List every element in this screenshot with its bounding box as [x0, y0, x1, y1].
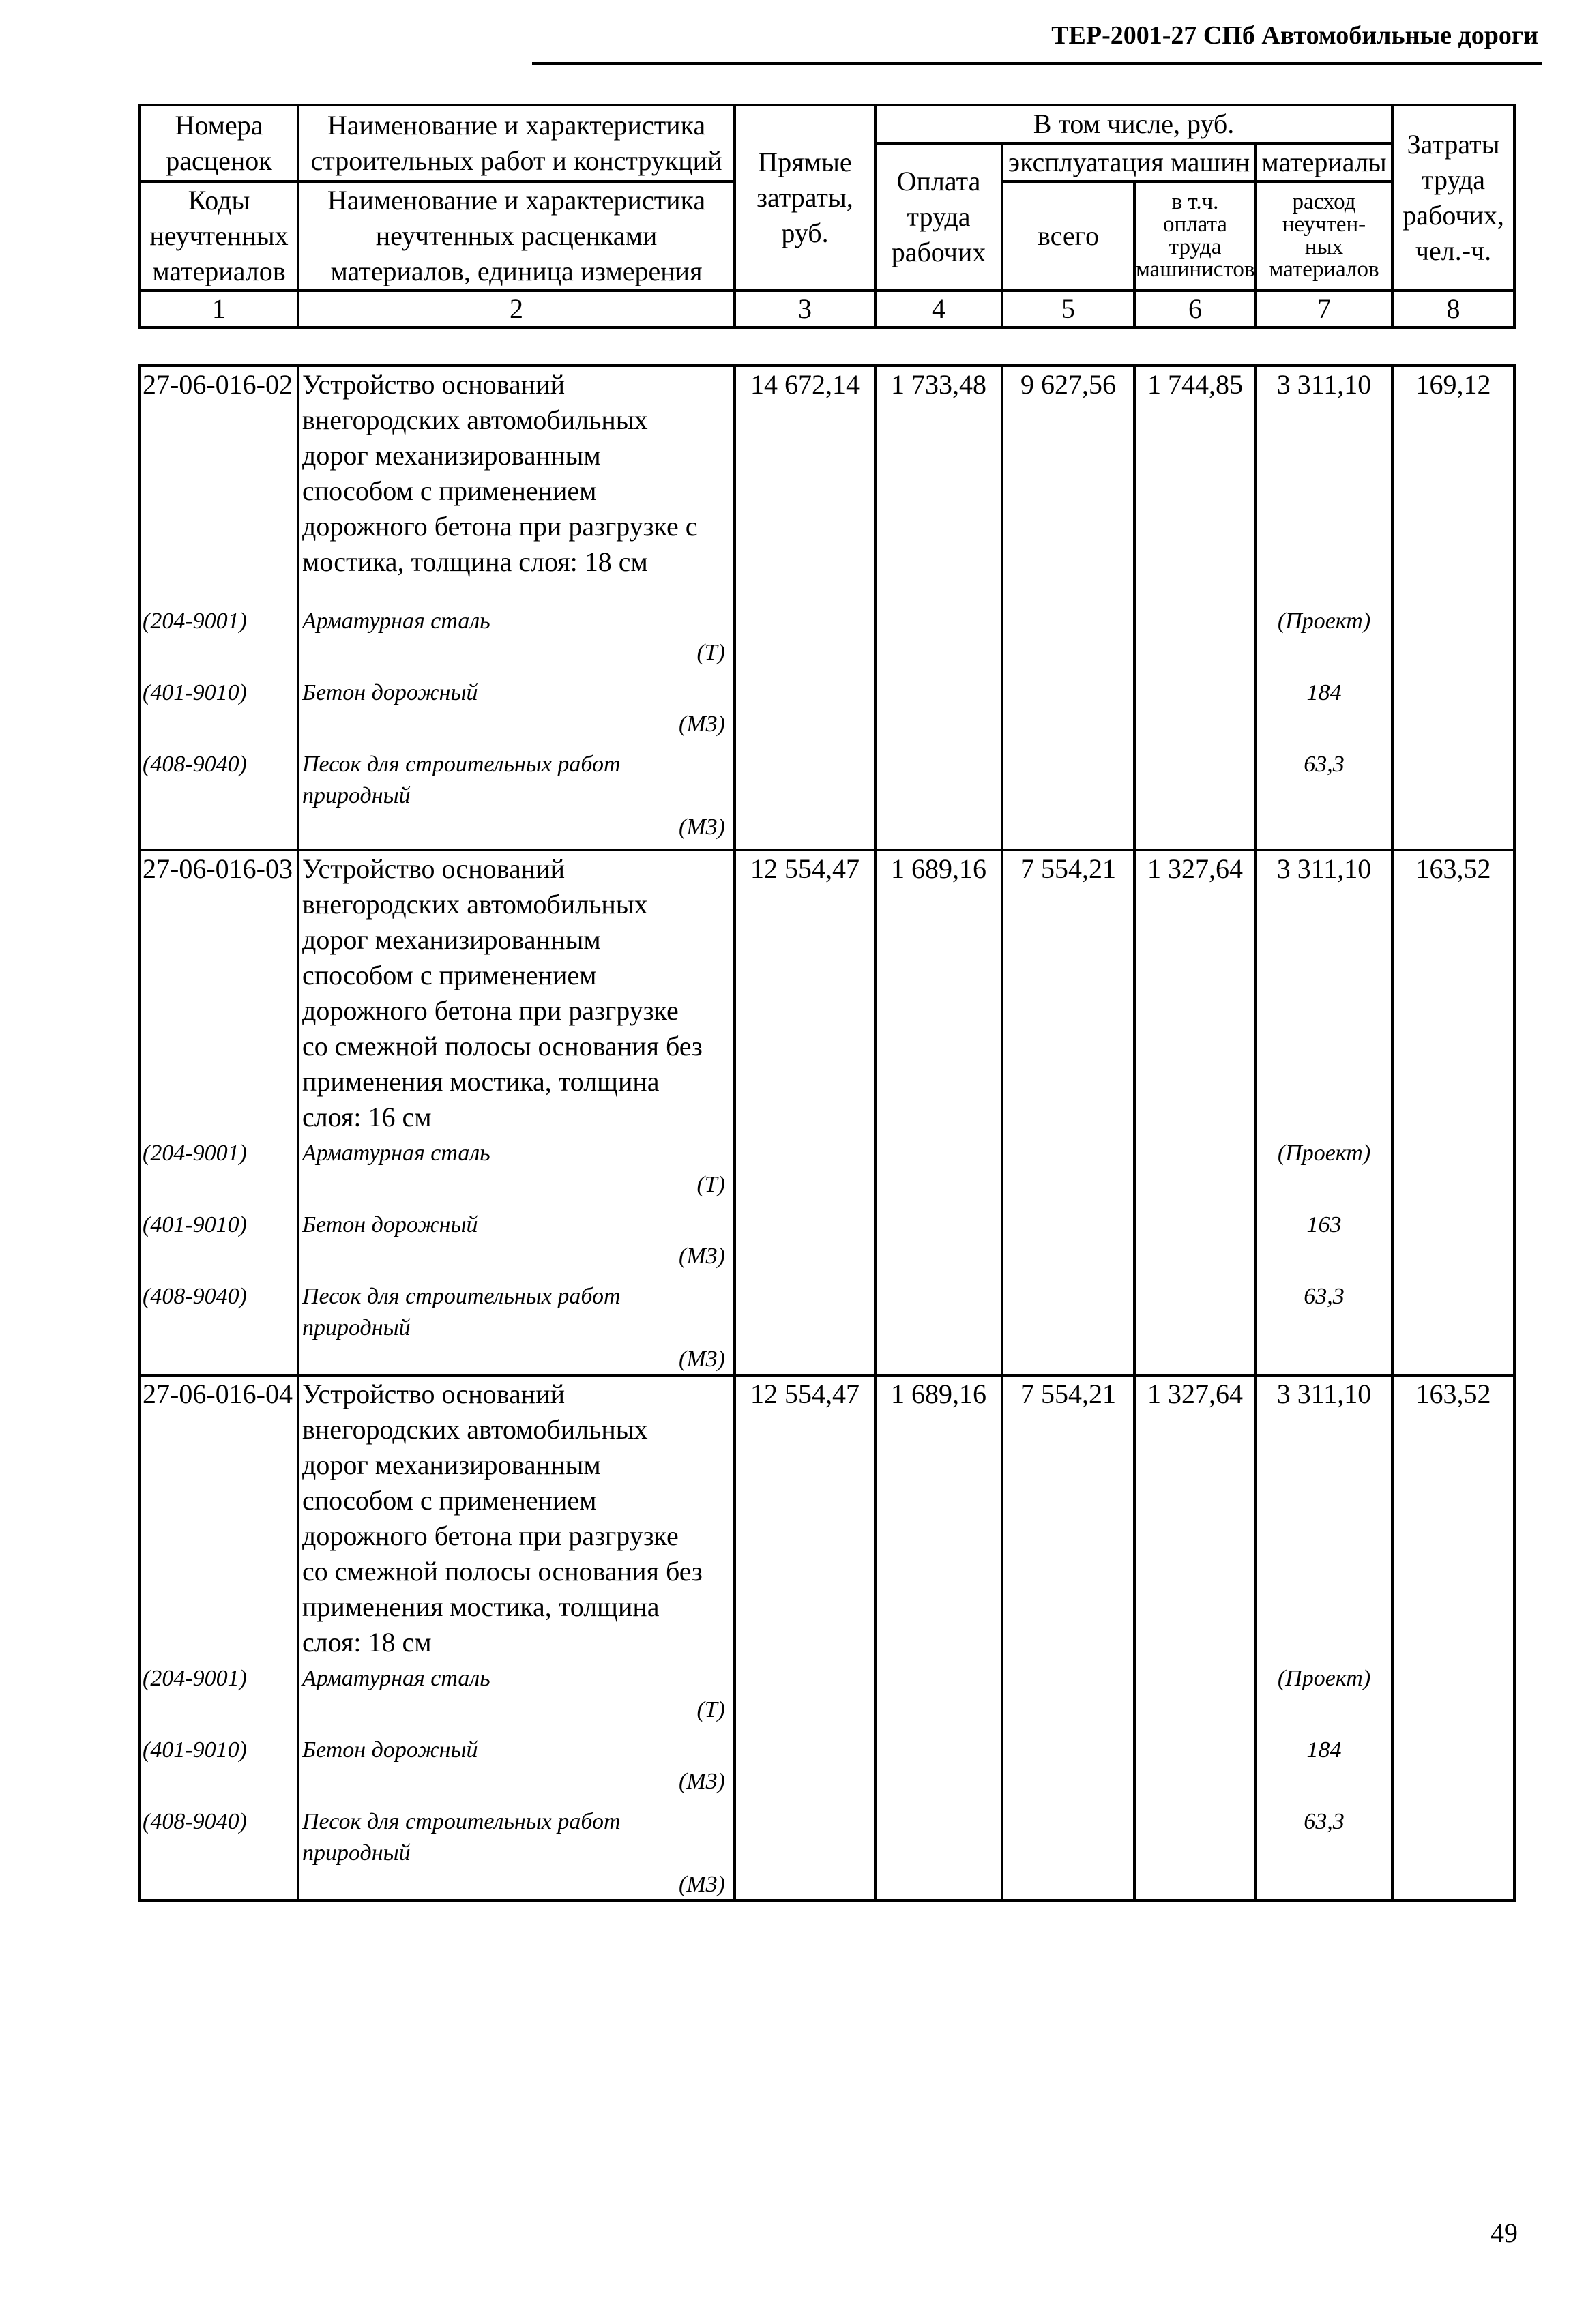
header-col1-top: Номера расценок — [140, 105, 298, 181]
work-name-line: со смежной полосы основания без — [302, 1556, 703, 1587]
work-name-line: дорог механизированным — [302, 1450, 601, 1480]
work-name-line: дорожного бетона при разгрузке — [302, 1520, 679, 1551]
work-name-line: дорог механизированным — [302, 924, 601, 955]
rate-code-cell — [140, 850, 298, 1375]
labor-cost: 1 689,16 — [875, 850, 1002, 1375]
work-name-line: способом с применением — [302, 475, 597, 506]
header-col2-top: Наименование и характеристика строительных работ и конструкций — [298, 105, 735, 181]
material-code: (204-9001) — [143, 1141, 247, 1166]
work-name-line: внегородских автомобильных — [302, 405, 648, 435]
material-name: природный — [302, 783, 411, 808]
labor-hours: 169,12 — [1392, 366, 1514, 850]
work-name-cell — [298, 366, 735, 850]
work-name-cell — [298, 850, 735, 1375]
work-name-line: Устройство оснований — [302, 1379, 565, 1409]
work-name-line: способом с применением — [302, 1485, 597, 1516]
machines-total: 7 554,21 — [1002, 1375, 1134, 1900]
material-unit: (Т) — [696, 1697, 725, 1722]
work-name-line: способом с применением — [302, 960, 597, 990]
material-code: (204-9001) — [143, 1666, 247, 1691]
labor-hours: 163,52 — [1392, 1375, 1514, 1900]
header-col2-bottom: Наименование и характеристика неучтенных расценками материалов, единица измерения — [298, 181, 735, 291]
labor-hours: 163,52 — [1392, 850, 1514, 1375]
material-code: (401-9010) — [143, 680, 247, 705]
material-entry — [302, 749, 729, 843]
header-col1-bottom: Коды неучтенных материалов — [140, 181, 298, 291]
material-consumption: 184 — [1306, 1737, 1342, 1763]
page-number: 49 — [1491, 2218, 1518, 2248]
rate-code-cell — [140, 366, 298, 850]
material-unit: (М3) — [679, 1769, 725, 1794]
materials-cell — [1256, 366, 1392, 850]
material-unit: (М3) — [679, 1347, 725, 1372]
material-name: Песок для строительных работ — [302, 752, 621, 777]
labor-cost: 1 733,48 — [875, 366, 1002, 850]
material-unit: (Т) — [696, 640, 725, 665]
table-row — [140, 850, 1514, 1375]
work-name-line: дорожного бетона при разгрузке с — [302, 511, 698, 542]
material-unit: (Т) — [696, 1172, 725, 1197]
material-code: (401-9010) — [143, 1737, 247, 1763]
material-name: Бетон дорожный — [302, 1737, 478, 1763]
col-number: 6 — [1134, 291, 1256, 327]
material-consumption: (Проект) — [1277, 608, 1371, 634]
rate-code: 27-06-016-03 — [143, 853, 293, 884]
header-incl: В том числе, руб. — [875, 105, 1392, 143]
work-name-line: мостика, толщина слоя: 18 см — [302, 546, 648, 577]
material-name: природный — [302, 1315, 411, 1340]
material-consumption: (Проект) — [1277, 1141, 1371, 1166]
material-entry — [302, 1663, 729, 1726]
material-code: (408-9040) — [143, 752, 247, 777]
header-col7: расход неучтен- ных материалов — [1256, 181, 1392, 291]
work-name-line: со смежной полосы основания без — [302, 1031, 703, 1061]
material-consumption: (Проект) — [1277, 1666, 1371, 1691]
material-unit: (М3) — [679, 814, 725, 840]
materials-cell — [1256, 1375, 1392, 1900]
rate-code: 27-06-016-02 — [143, 369, 293, 400]
header-materials: материалы — [1256, 143, 1392, 181]
material-name: Арматурная сталь — [302, 1141, 490, 1166]
direct-cost: 14 672,14 — [735, 366, 875, 850]
material-consumption: 63,3 — [1304, 1809, 1345, 1834]
material-name: Арматурная сталь — [302, 1666, 490, 1691]
header-rule — [532, 62, 1542, 65]
material-code: (408-9040) — [143, 1284, 247, 1309]
material-consumption: 184 — [1306, 680, 1342, 705]
col-number: 3 — [735, 291, 875, 327]
header-col6: в т.ч. оплата труда машинистов — [1134, 181, 1256, 291]
work-name-line: применения мостика, толщина — [302, 1591, 660, 1622]
col-number: 7 — [1256, 291, 1392, 327]
work-name-line: слоя: 18 см — [302, 1627, 432, 1658]
machinists-labor: 1 327,64 — [1134, 850, 1256, 1375]
materials-cost: 3 311,10 — [1276, 853, 1372, 884]
material-entry — [302, 1735, 729, 1797]
rate-code-cell — [140, 1375, 298, 1900]
material-entry — [302, 1209, 729, 1272]
material-entry — [302, 1806, 729, 1900]
rate-code: 27-06-016-04 — [143, 1379, 293, 1409]
material-name: Песок для строительных работ — [302, 1284, 621, 1309]
table-row — [140, 366, 1514, 850]
material-entry — [302, 677, 729, 740]
materials-cell — [1256, 850, 1392, 1375]
work-name-line: дорог механизированным — [302, 440, 601, 471]
page-header-title: ТЕР-2001-27 СПб Автомобильные дороги — [1051, 21, 1538, 50]
material-entry — [302, 1138, 729, 1201]
material-name: Бетон дорожный — [302, 680, 478, 705]
header-col8: Затраты труда рабочих, чел.-ч. — [1392, 105, 1514, 291]
col-number: 1 — [140, 291, 298, 327]
material-entry — [302, 1281, 729, 1375]
header-col4: Оплата труда рабочих — [875, 143, 1002, 291]
header-col3: Прямые затраты, руб. — [735, 105, 875, 291]
machinists-labor: 1 744,85 — [1134, 366, 1256, 850]
header-col5: всего — [1002, 181, 1134, 291]
machines-total: 7 554,21 — [1002, 850, 1134, 1375]
machines-total: 9 627,56 — [1002, 366, 1134, 850]
material-unit: (М3) — [679, 711, 725, 737]
direct-cost: 12 554,47 — [735, 850, 875, 1375]
material-consumption: 63,3 — [1304, 1284, 1345, 1309]
labor-cost: 1 689,16 — [875, 1375, 1002, 1900]
rates-table — [138, 364, 1516, 1902]
col-number: 8 — [1392, 291, 1514, 327]
direct-cost: 12 554,47 — [735, 1375, 875, 1900]
material-code: (408-9040) — [143, 1809, 247, 1834]
materials-cost: 3 311,10 — [1276, 369, 1372, 400]
material-code: (401-9010) — [143, 1212, 247, 1237]
material-unit: (М3) — [679, 1872, 725, 1897]
material-unit: (М3) — [679, 1244, 725, 1269]
material-consumption: 63,3 — [1304, 752, 1345, 777]
col-number: 2 — [298, 291, 735, 327]
work-name-line: дорожного бетона при разгрузке — [302, 995, 679, 1026]
work-name-line: Устройство оснований — [302, 369, 565, 400]
material-name: Песок для строительных работ — [302, 1809, 621, 1834]
material-name: природный — [302, 1840, 411, 1866]
header-machines: эксплуатация машин — [1002, 143, 1256, 181]
col-number: 4 — [875, 291, 1002, 327]
material-name: Арматурная сталь — [302, 608, 490, 634]
machinists-labor: 1 327,64 — [1134, 1375, 1256, 1900]
work-name-line: Устройство оснований — [302, 853, 565, 884]
table-header — [138, 104, 1516, 329]
col-number: 5 — [1002, 291, 1134, 327]
work-name-line: слоя: 16 см — [302, 1102, 432, 1132]
material-code: (204-9001) — [143, 608, 247, 634]
material-name: Бетон дорожный — [302, 1212, 478, 1237]
material-consumption: 163 — [1306, 1212, 1342, 1237]
material-entry — [302, 606, 729, 668]
work-name-cell — [298, 1375, 735, 1900]
table-row — [140, 1375, 1514, 1900]
work-name-line: внегородских автомобильных — [302, 1414, 648, 1445]
work-name-line: применения мостика, толщина — [302, 1066, 660, 1097]
work-name-line: внегородских автомобильных — [302, 889, 648, 920]
materials-cost: 3 311,10 — [1276, 1379, 1372, 1409]
